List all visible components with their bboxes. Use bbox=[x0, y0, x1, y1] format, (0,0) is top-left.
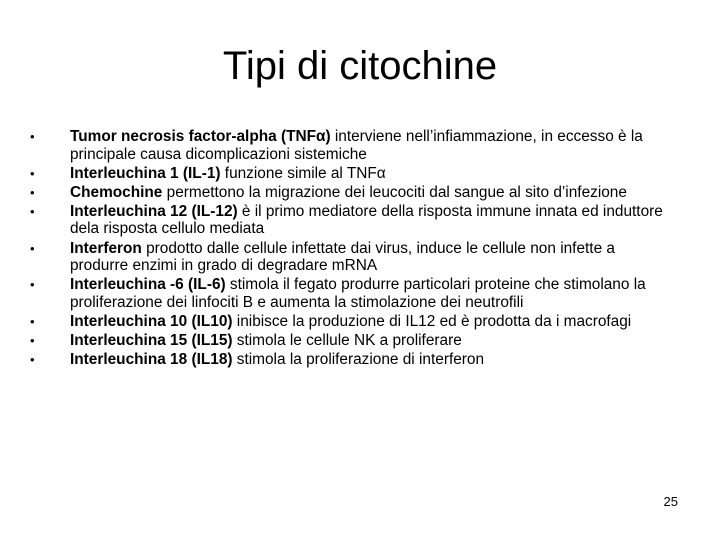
bullet-dot-icon: • bbox=[30, 165, 35, 181]
bullet-text: prodotto dalle cellule infettate dai virus, induce le cellule non infette a produrre enzimi in grado di degradare mRNA bbox=[70, 239, 615, 275]
bullet-item-il18 bbox=[0, 351, 720, 369]
bullet-text: inibisce la produzione di IL12 ed è prodotta da i macrofagi bbox=[232, 312, 632, 330]
bullet-dot-icon: • bbox=[30, 203, 35, 219]
bullet-dot-icon: • bbox=[30, 277, 35, 293]
bullet-term: Interleuchina -6 (IL-6) bbox=[70, 276, 226, 294]
bullet-term: Interleuchina 1 (IL-1) bbox=[70, 164, 221, 182]
bullet-item-interferon bbox=[0, 240, 720, 275]
bullet-term: Interferon bbox=[70, 239, 142, 257]
bullet-item-il6 bbox=[0, 276, 720, 311]
bullet-text: permettono la migrazione dei leucociti dal sangue al sito d’infezione bbox=[162, 183, 627, 201]
bullet-item-il15 bbox=[0, 332, 720, 350]
bullet-dot-icon: • bbox=[30, 313, 35, 329]
bullet-term: Chemochine bbox=[70, 183, 163, 201]
bullet-term: Interleuchina 15 (IL15) bbox=[70, 332, 233, 350]
bullet-dot-icon: • bbox=[30, 184, 35, 200]
bullet-item-tnf bbox=[0, 128, 720, 163]
bullet-dot-icon: • bbox=[30, 240, 35, 256]
bullet-text: interviene nell’infiammazione, in eccesso è la principale causa dicomplicazioni sistemiche bbox=[70, 128, 643, 163]
bullet-item-il12 bbox=[0, 203, 720, 238]
bullet-text: è il primo mediatore della risposta immune innata ed induttore dela risposta cellulo mediata bbox=[70, 202, 663, 238]
bullet-item-chemochine bbox=[0, 184, 720, 202]
bullet-term: Interleuchina 12 (IL-12) bbox=[70, 202, 238, 220]
bullet-term: Interleuchina 18 (IL18) bbox=[70, 351, 233, 369]
bullet-term: Tumor necrosis factor-alpha (TNFα) bbox=[70, 128, 331, 145]
bullet-text: stimola il fegato produrre particolari proteine che stimolano la proliferazione dei linfociti B e aumenta la stimolazione dei neutrofili bbox=[70, 276, 646, 311]
bullet-text: funzione simile al TNFα bbox=[220, 164, 386, 182]
bullet-dot-icon: • bbox=[30, 352, 35, 368]
bullet-text: stimola le cellule NK a proliferare bbox=[232, 332, 462, 350]
bullet-dot-icon: • bbox=[30, 129, 35, 144]
bullet-term: Interleuchina 10 (IL10) bbox=[70, 312, 233, 330]
bullet-dot-icon: • bbox=[30, 333, 35, 349]
bullet-item-il10 bbox=[0, 313, 720, 331]
slide-number: 25 bbox=[663, 494, 678, 509]
bullet-text: stimola la proliferazione di interferon bbox=[232, 351, 485, 369]
bullet-item-il1 bbox=[0, 165, 720, 183]
bullet-list bbox=[0, 128, 720, 370]
slide-title: Tipi di citochine bbox=[222, 44, 498, 88]
